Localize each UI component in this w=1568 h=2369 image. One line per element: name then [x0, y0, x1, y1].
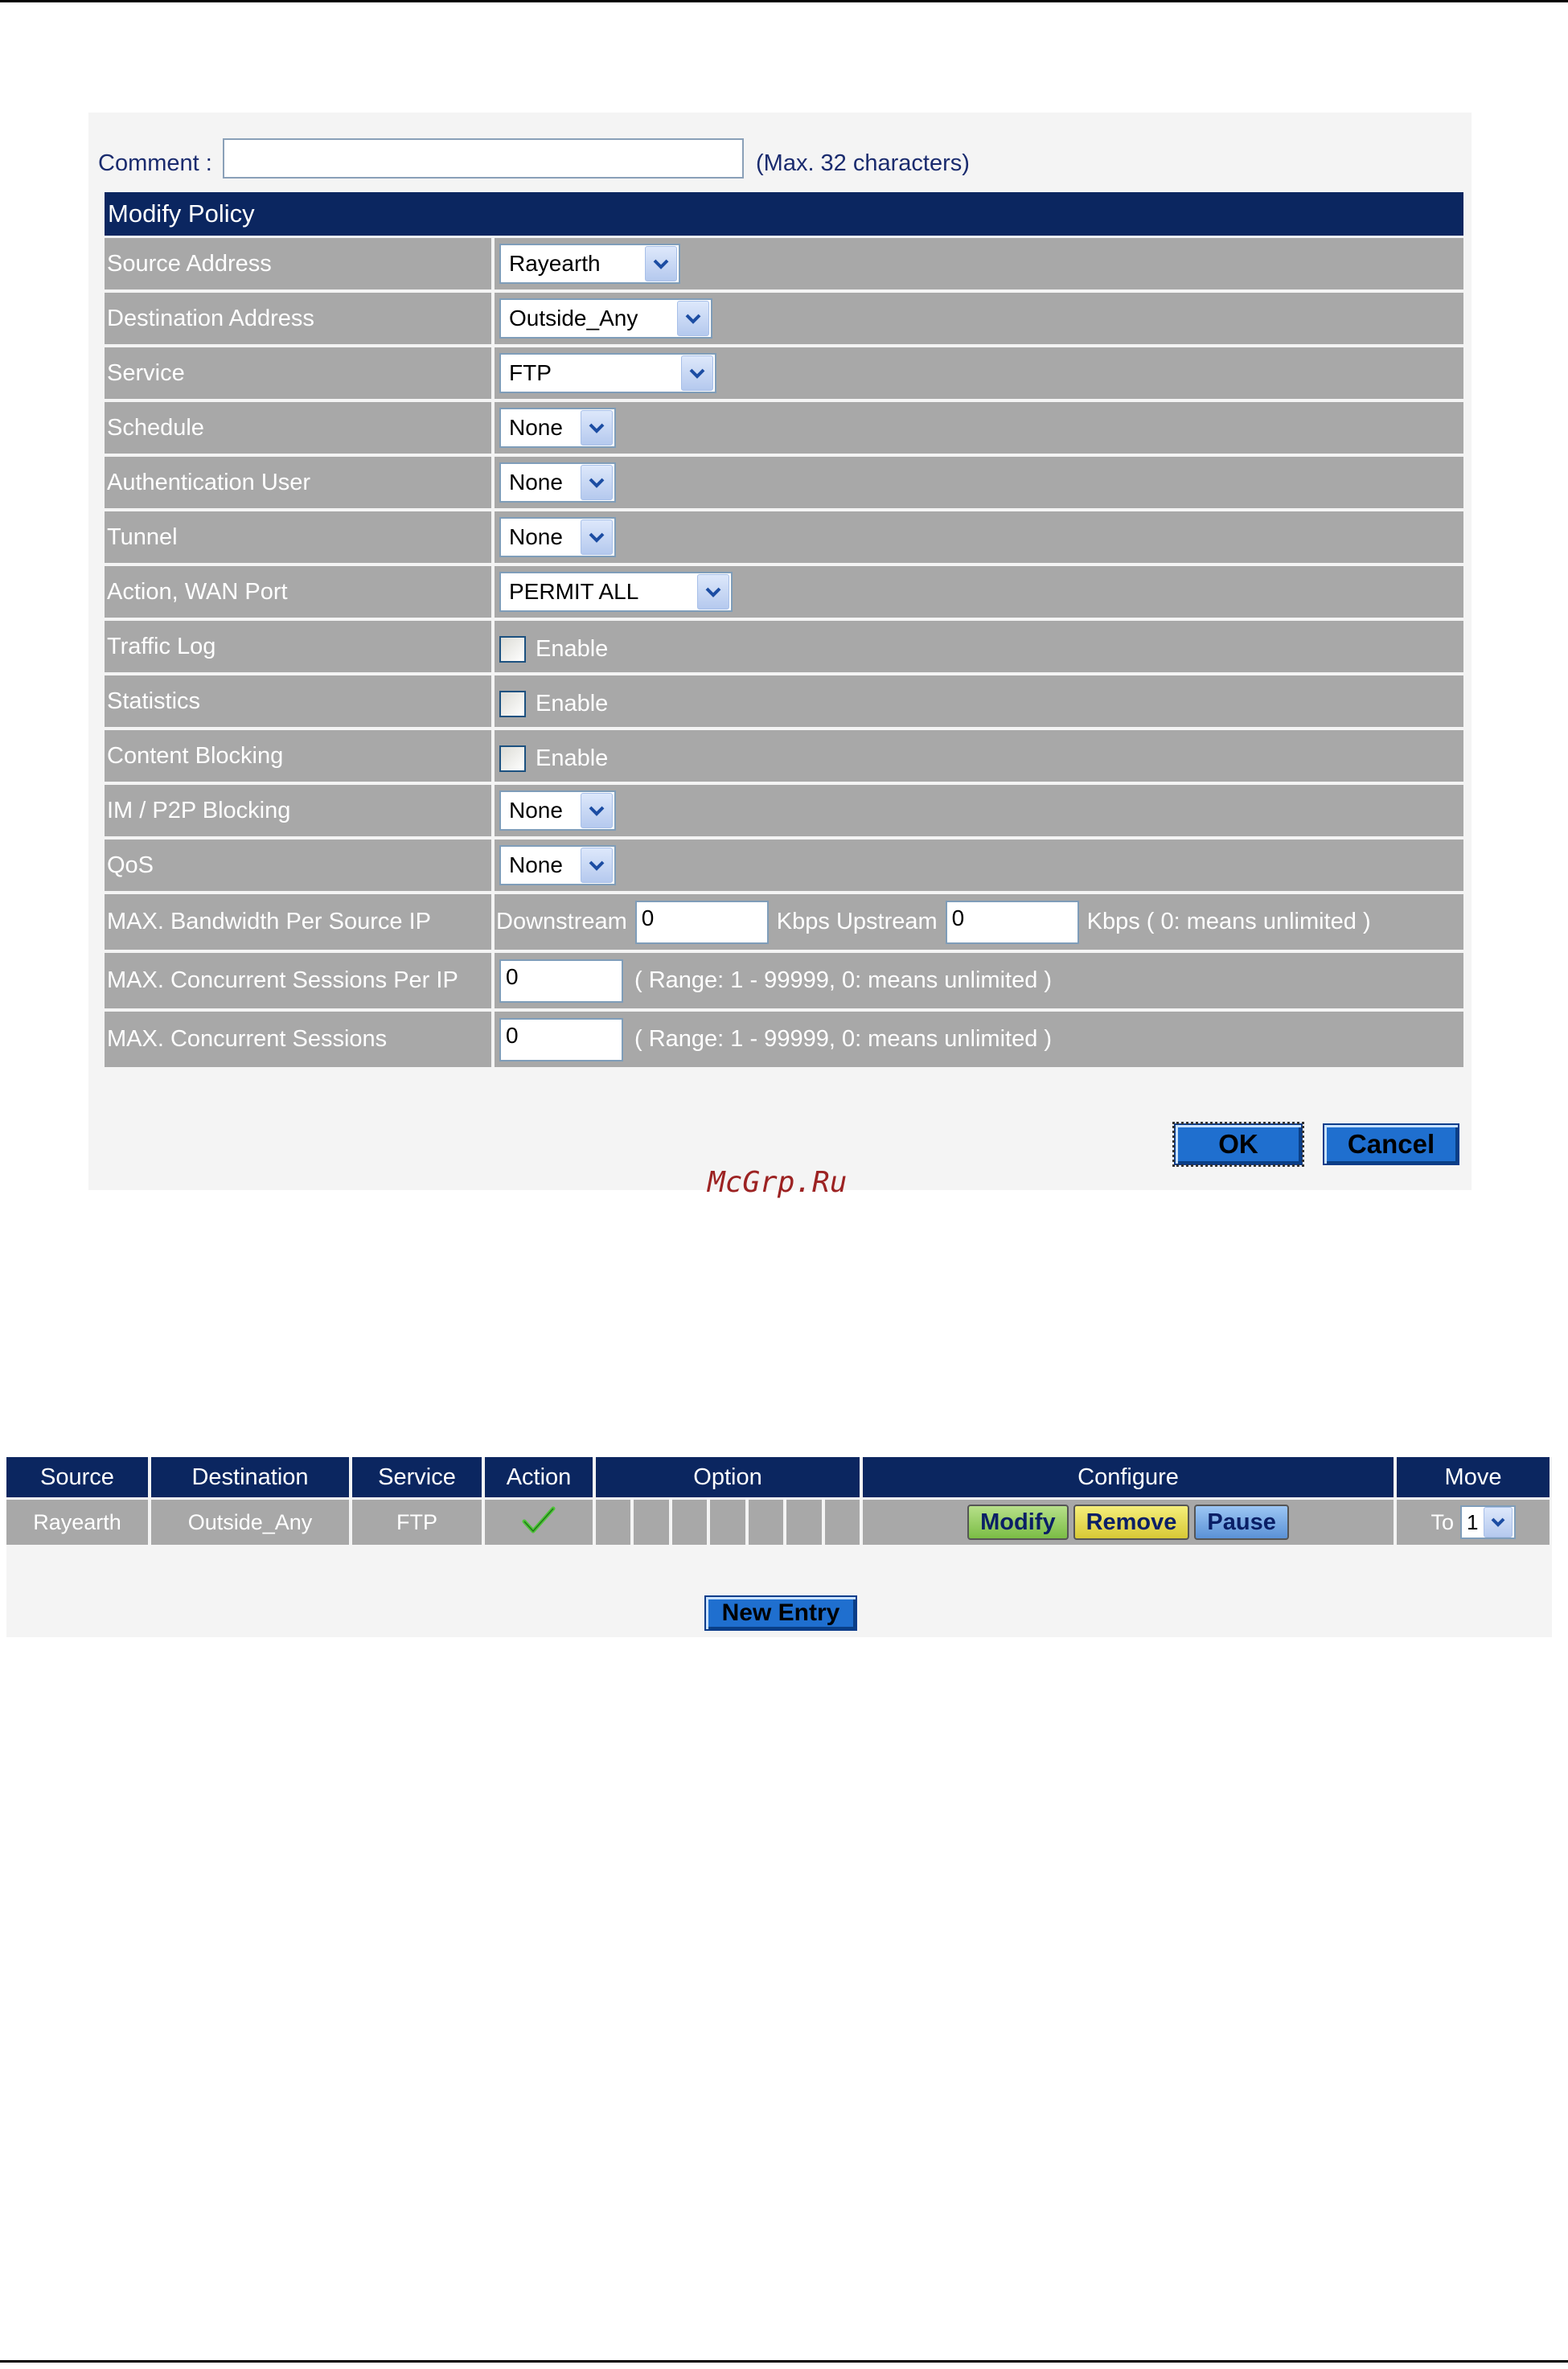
option-cell [672, 1500, 710, 1545]
cancel-button[interactable]: Cancel [1323, 1123, 1459, 1165]
chevron-down-icon [645, 246, 677, 281]
sessions-per-ip-input[interactable]: 0 [499, 959, 623, 1003]
qos-label: QoS [105, 840, 495, 891]
chevron-down-icon [581, 793, 613, 828]
schedule-row [105, 402, 1463, 454]
schedule-value: None [509, 415, 563, 440]
service-row [105, 347, 1463, 399]
sessions-label: MAX. Concurrent Sessions [105, 1012, 495, 1067]
bandwidth-label: MAX. Bandwidth Per Source IP [105, 894, 495, 950]
destination-address-row [105, 293, 1463, 344]
tunnel-row [105, 511, 1463, 563]
chevron-down-icon [677, 301, 709, 336]
source-address-value: Rayearth [509, 251, 601, 276]
action-wan-port-label: Action, WAN Port [105, 566, 495, 618]
content-blocking-enable-label: Enable [536, 745, 609, 771]
chevron-down-icon [581, 848, 613, 883]
tunnel-label: Tunnel [105, 511, 495, 563]
chevron-down-icon [581, 410, 613, 445]
header-option: Option [596, 1457, 863, 1497]
option-cell [634, 1500, 671, 1545]
chevron-down-icon [681, 355, 713, 391]
checkmark-icon [521, 1505, 556, 1540]
schedule-select[interactable] [499, 408, 616, 448]
traffic-log-enable-label: Enable [536, 635, 609, 662]
sessions-per-ip-hint: ( Range: 1 - 99999, 0: means unlimited ) [634, 967, 1053, 993]
policy-list-panel [6, 1457, 1552, 1637]
statistics-label: Statistics [105, 675, 495, 727]
option-cell [749, 1500, 786, 1545]
top-rule [0, 0, 1568, 2]
tunnel-value: None [509, 524, 563, 549]
table-row [6, 1497, 1550, 1545]
source-address-row [105, 238, 1463, 289]
option-cell [710, 1500, 748, 1545]
sessions-hint: ( Range: 1 - 99999, 0: means unlimited ) [634, 1026, 1053, 1052]
row-configure [863, 1500, 1397, 1545]
statistics-checkbox[interactable] [499, 691, 526, 717]
chevron-down-icon [1484, 1507, 1513, 1538]
move-to-label: To [1430, 1509, 1455, 1534]
destination-address-value: Outside_Any [509, 306, 638, 331]
comment-hint: (Max. 32 characters) [756, 150, 970, 176]
header-destination: Destination [151, 1457, 352, 1497]
row-service: FTP [352, 1500, 485, 1545]
content-blocking-checkbox[interactable] [499, 745, 526, 772]
option-cell [825, 1500, 860, 1545]
chevron-down-icon [581, 465, 613, 500]
header-source: Source [6, 1457, 151, 1497]
move-to-value: 1 [1467, 1509, 1479, 1534]
watermark-text: McGrp.Ru [708, 1166, 848, 1199]
tunnel-select[interactable] [499, 517, 616, 557]
header-action: Action [485, 1457, 596, 1497]
authentication-user-select[interactable] [499, 462, 616, 503]
option-cell [596, 1500, 634, 1545]
bandwidth-row [105, 894, 1463, 950]
statistics-enable-label: Enable [536, 690, 609, 716]
sessions-per-ip-row [105, 953, 1463, 1008]
downstream-label: Downstream [496, 909, 627, 934]
header-service: Service [352, 1457, 485, 1497]
destination-address-label: Destination Address [105, 293, 495, 344]
authentication-user-value: None [509, 470, 563, 495]
header-configure: Configure [863, 1457, 1397, 1497]
move-to-select[interactable] [1460, 1505, 1515, 1539]
source-address-select[interactable] [499, 244, 680, 284]
ok-button[interactable]: OK [1174, 1123, 1303, 1165]
row-action [485, 1500, 596, 1545]
action-wan-port-value: PERMIT ALL [509, 579, 639, 604]
row-source: Rayearth [6, 1500, 151, 1545]
header-move: Move [1397, 1457, 1550, 1497]
action-wan-port-row [105, 566, 1463, 618]
im-p2p-blocking-value: None [509, 798, 563, 823]
statistics-row [105, 675, 1463, 727]
modify-policy-panel [88, 113, 1472, 1190]
upstream-input[interactable]: 0 [946, 901, 1079, 944]
sessions-input[interactable]: 0 [499, 1018, 623, 1061]
content-blocking-label: Content Blocking [105, 730, 495, 782]
sessions-row [105, 1012, 1463, 1067]
policy-table [105, 192, 1463, 1070]
service-label: Service [105, 347, 495, 399]
list-header-row [6, 1457, 1550, 1497]
traffic-log-checkbox[interactable] [499, 636, 526, 663]
traffic-log-label: Traffic Log [105, 621, 495, 672]
content-blocking-row [105, 730, 1463, 782]
authentication-user-row [105, 457, 1463, 508]
row-options [596, 1500, 863, 1545]
service-select[interactable] [499, 353, 716, 393]
pause-button[interactable]: Pause [1194, 1505, 1288, 1540]
qos-select[interactable] [499, 845, 616, 885]
authentication-user-label: Authentication User [105, 457, 495, 508]
bandwidth-suffix: Kbps ( 0: means unlimited ) [1086, 909, 1371, 934]
chevron-down-icon [581, 519, 613, 555]
sessions-per-ip-label: MAX. Concurrent Sessions Per IP [105, 953, 495, 1008]
modify-button[interactable]: Modify [967, 1505, 1068, 1540]
im-p2p-blocking-label: IM / P2P Blocking [105, 785, 495, 836]
source-address-label: Source Address [105, 238, 495, 289]
im-p2p-blocking-select[interactable] [499, 790, 616, 831]
comment-input[interactable] [223, 138, 744, 179]
traffic-log-row [105, 621, 1463, 672]
action-wan-port-select[interactable] [499, 572, 733, 612]
im-p2p-blocking-row [105, 785, 1463, 836]
downstream-input[interactable]: 0 [635, 901, 769, 944]
comment-label: Comment : [98, 150, 212, 176]
policy-list-table [6, 1457, 1550, 1545]
schedule-label: Schedule [105, 402, 495, 454]
upstream-label: Kbps Upstream [776, 909, 938, 934]
row-move [1397, 1500, 1550, 1545]
policy-table-title: Modify Policy [105, 192, 1463, 236]
remove-button[interactable]: Remove [1073, 1505, 1190, 1540]
qos-value: None [509, 852, 563, 877]
service-value: FTP [509, 360, 552, 385]
new-entry-button[interactable]: New Entry [704, 1595, 857, 1631]
row-destination: Outside_Any [151, 1500, 352, 1545]
bottom-rule [0, 2360, 1568, 2363]
chevron-down-icon [697, 574, 729, 610]
destination-address-select[interactable] [499, 298, 712, 339]
option-cell [786, 1500, 824, 1545]
qos-row [105, 840, 1463, 891]
